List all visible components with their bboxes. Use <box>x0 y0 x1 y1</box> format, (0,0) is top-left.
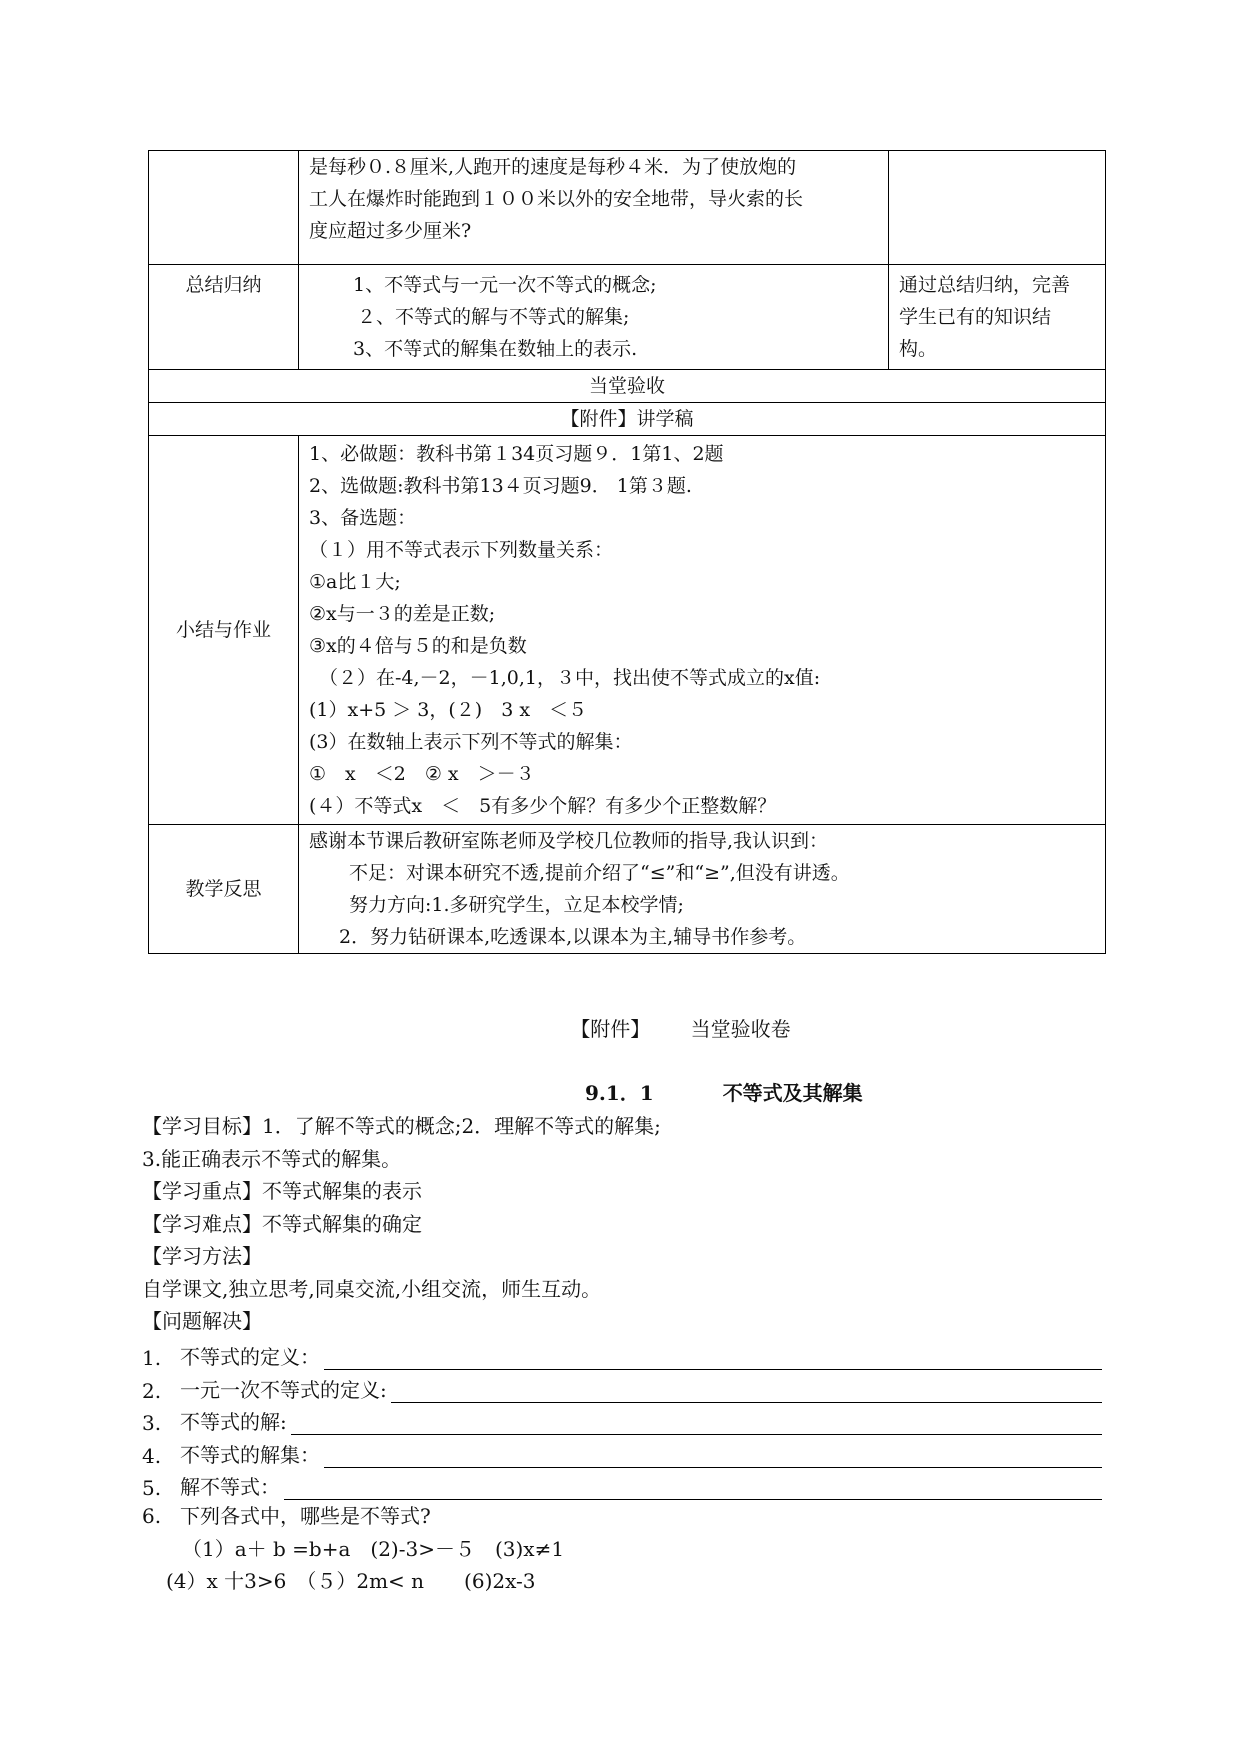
homework-line: 2、选做题:教科书第13４页习题9． 1第３题. <box>309 475 692 497</box>
checkin-cell: 当堂验收 <box>149 370 1106 403</box>
question-number: 2. <box>142 1378 162 1403</box>
appendix-heading-title: 当堂验收卷 <box>690 1017 791 1041</box>
homework-line: (3）在数轴上表示下列不等式的解集： <box>309 731 633 753</box>
answer-blank[interactable] <box>284 1477 1102 1500</box>
objectives-line: 【学习目标】1．了解不等式的概念;2．理解不等式的解集; <box>142 1114 661 1138</box>
appendix-heading-tag: 【附件】 <box>570 1017 651 1041</box>
question-row <box>142 1370 1102 1403</box>
attachment-cell: 【附件】讲学稿 <box>149 403 1106 436</box>
section-number: 9.1．1 <box>585 1081 654 1105</box>
empty-label-cell <box>149 151 299 265</box>
table-row-reflection <box>149 825 1106 954</box>
table-row-problem <box>149 151 1106 265</box>
appendix-heading <box>0 1013 1241 1042</box>
question-six <box>142 1500 1102 1533</box>
question-number: 6. <box>142 1504 162 1528</box>
question-number: 4. <box>142 1443 162 1468</box>
summary-line: 3、不等式的解集在数轴上的表示. <box>353 338 638 360</box>
question-text: 不等式的解: <box>180 1410 287 1434</box>
lesson-plan-table <box>148 150 1106 954</box>
question-row <box>142 1435 1102 1468</box>
homework-line: （１）用不等式表示下列数量关系： <box>309 539 614 561</box>
question-text: 一元一次不等式的定义: <box>180 1377 387 1402</box>
question-text: 解不等式： <box>180 1475 280 1499</box>
question-six-options: （1）a＋ b =b+a (2)-3>－５ (3)x≠1 <box>182 1536 565 1561</box>
reflection-line: 2．努力钻研课本,吃透课本,以课本为主,辅导书作参考。 <box>339 926 807 948</box>
problem-cell <box>299 151 889 265</box>
homework-line: ① x ＜2 ② x ＞－３ <box>309 763 535 785</box>
answer-blank[interactable] <box>324 1445 1102 1468</box>
section-heading <box>585 1077 863 1106</box>
note-line: 通过总结归纳，完善 <box>899 274 1071 296</box>
question-number: 3. <box>142 1411 162 1435</box>
question-row <box>142 1403 1102 1436</box>
method-heading: 【学习方法】 <box>142 1244 262 1268</box>
homework-line: 1、必做题：教科书第１34页习题９．1第1、2题 <box>309 443 724 465</box>
focus-line: 【学习重点】不等式解集的表示 <box>142 1179 422 1203</box>
answer-blank[interactable] <box>391 1380 1102 1403</box>
objectives-line: 3.能正确表示不等式的解集。 <box>142 1146 402 1171</box>
question-text: 下列各式中，哪些是不等式? <box>180 1504 431 1528</box>
table-row-checkin <box>149 370 1106 403</box>
reflection-content <box>299 825 1106 954</box>
summary-line: ２、不等式的解与不等式的解集; <box>357 306 630 328</box>
homework-content <box>299 436 1106 825</box>
homework-label <box>149 436 299 825</box>
problem-line: 度应超过多少厘米? <box>309 220 472 242</box>
empty-note-cell <box>889 151 1106 265</box>
worksheet-body <box>142 1110 1102 1598</box>
homework-line: (1）x+5 ＞ 3，(２) 3 x ＜５ <box>309 699 588 721</box>
homework-label-text: 小结与作业 <box>175 619 271 641</box>
table-row-summary <box>149 265 1106 370</box>
homework-line: ①a比１大; <box>309 571 401 593</box>
summary-content <box>299 265 889 370</box>
summary-label-text: 总结归纳 <box>185 274 262 296</box>
table-row-attachment <box>149 403 1106 436</box>
note-line: 构。 <box>899 338 938 360</box>
homework-line: ②x与一３的差是正数; <box>309 603 496 625</box>
question-text: 不等式的定义： <box>180 1345 320 1369</box>
homework-line: (４）不等式x ＜ 5有多少个解？有多少个正整数解？ <box>309 795 777 817</box>
question-row <box>142 1338 1102 1371</box>
answer-blank[interactable] <box>291 1412 1102 1435</box>
summary-label <box>149 265 299 370</box>
section-title: 不等式及其解集 <box>722 1081 863 1105</box>
question-number: 5. <box>142 1476 162 1500</box>
homework-line: ③x的４倍与５的和是负数 <box>309 635 527 657</box>
note-line: 学生已有的知识结 <box>899 306 1052 328</box>
problem-line: 工人在爆炸时能跑到１００米以外的安全地带，导火索的长 <box>309 188 804 210</box>
reflection-line: 努力方向:1.多研究学生，立足本校学情; <box>349 894 684 916</box>
problem-heading: 【问题解决】 <box>142 1309 262 1333</box>
method-text: 自学课文,独立思考,同桌交流,小组交流，师生互动。 <box>142 1276 602 1301</box>
reflection-line: 不足：对课本研究不透,提前介绍了“≤”和“≥”,但没有讲透。 <box>349 862 850 884</box>
summary-note <box>889 265 1106 370</box>
difficulty-line: 【学习难点】不等式解集的确定 <box>142 1211 422 1236</box>
homework-line: 3、备选题： <box>309 507 417 529</box>
problem-line: 是每秒０.８厘米,人跑开的速度是每秒４米．为了使放炮的 <box>309 156 797 178</box>
question-row <box>142 1468 1102 1501</box>
table-row-homework <box>149 436 1106 825</box>
reflection-label <box>149 825 299 954</box>
question-number: 1. <box>142 1346 162 1370</box>
question-text: 不等式的解集： <box>180 1442 320 1467</box>
summary-line: 1、不等式与一元一次不等式的概念; <box>353 274 657 296</box>
reflection-label-text: 教学反思 <box>185 878 262 900</box>
homework-line: （２）在-4,－2，－1,0,1，３中，找出使不等式成立的x值: <box>319 667 821 689</box>
reflection-line: 感谢本节课后教研室陈老师及学校几位教师的指导,我认识到： <box>309 830 829 852</box>
answer-blank[interactable] <box>324 1347 1102 1370</box>
question-six-options: (4）x 十3>6 （５）2m< n (6)2x-3 <box>166 1569 536 1593</box>
